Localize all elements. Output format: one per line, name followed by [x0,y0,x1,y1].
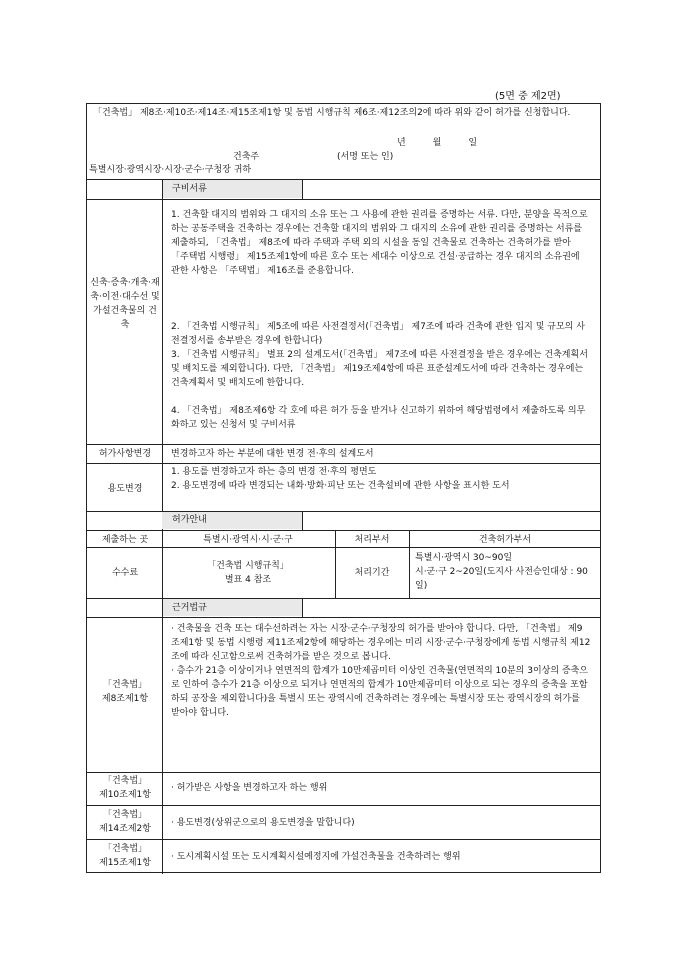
signature-label: (서명 또는 인) [337,152,394,162]
basis-text-4: · 도시계획시설 또는 도시계획시설예정지에 가설건축물을 건축하려는 행위 [171,852,461,862]
docs-item-1: 1. 건축할 대지의 범위와 그 대지의 소유 또는 그 사용에 관한 권리를 증명하는 서류. 다만, 분양을 목적으로 하는 공동주택을 건축하는 경우에는 건축할 대지의 범위와 그 대지의 소유에 관한 권리를 증명하는 서류를 제출하되, 「건축법」 제8조에 따라 주택과 주택 외의 시설을 동일 건축물로 건축하는 건축허가를 받아 「주택법 시행령」 제15조제1항에 따른 호수 또는 세대수 이상으로 건설·공급하는 경우 대지의 소유권에 관한 사항은 「주택법」 제16조를 준용합니다. [171,210,588,276]
docs-category: 신축·증축·개축·재축·이전·대수선 및 가설건축물의 건축 [90,278,160,330]
docs-item-4: 4. 「건축법」 제8조제6항 각 호에 따른 허가 등을 받거나 신고하기 위하여 해당법령에서 제출하도록 의무화하고 있는 신청서 및 구비서류 [171,406,586,430]
use-item-1: 1. 용도를 변경하고자 하는 층의 변경 전·후의 평면도 [171,467,377,477]
divider [87,444,600,445]
basis-law-1: 「건축법」 제8조제1항 [101,680,149,704]
submit-label: 제출하는 곳 [101,535,149,545]
use-label: 용도변경 [107,484,143,494]
divider [302,598,303,617]
basis-text-2: · 허가받은 사항을 변경하고자 하는 행위 [171,783,328,793]
divider [162,179,163,199]
docs-item-3: 3. 「건축법 시행규칙」 별표 2의 설계도서(「건축법」 제7조에 따른 사전결정을 받은 경우에는 건축계획서 및 배치도를 제외합니다). 다만, 「건축법」 제19조제4항에 따른 표준설계도서에 따라 건축하는 경우에는 건축계획서 및 배치도에 한합니다. [171,350,588,388]
submit-value: 특별시·광역시·시·군·구 [203,535,293,545]
divider [87,530,600,531]
applicant-label: 건축주 [233,152,260,162]
change-label: 허가사항변경 [98,449,152,459]
divider [162,598,163,874]
permit-header: 허가안내 [172,515,207,525]
basis-text-1: · 건축물을 건축 또는 대수선하려는 자는 시장·군수·구청장의 허가를 받아야 합니다. 다만, 「건축법」 제9조제1항 및 동법 시행령 제11조제2항에 해당하는 경우에는 미리 시장·군수·구청장에게 동법 시행규칙 제12조에 따라 신고함으로써 건축허가를 받은 것으로 봅니다. · 층수가 21층 이상이거나 연면적의 합계가 10만제곱미터 이상인 건축물(연면적의 10분의 3이상의 증축으로 인하여 층수가 21층 이상으로 되거나 연면적의 합계가 10만제곱미터 이상으로 되는 경우의 증축을 포함하되 공장을 제외합니다)을 특별시 또는 광역시에 건축하려는 경우에는 특별시장 또는 광역시장의 허가를 받아야 합니다. [171,624,591,718]
page-indicator: (5면 중 제2면) [495,91,561,102]
period-value: 특별시·광역시 30~90일 시·군·구 2~20일(도지사 사전승인대상 : 90일) [415,553,588,591]
basis-law-3: 「건축법」 제14조제2항 [99,810,151,834]
divider [87,772,600,773]
divider [302,179,303,199]
divider [162,199,163,545]
dept-label: 처리부서 [354,535,390,545]
divider [87,547,600,548]
basis-header: 근거법규 [172,603,207,613]
basis-law-2: 「건축법」 제10조제1항 [99,776,151,800]
change-value: 변경하고자 하는 부분에 대한 변경 전·후의 설계도서 [171,449,374,459]
use-item-2: 2. 용도변경에 따라 변경되는 내화·방화·피난 또는 건축설비에 관한 사항을 표시한 도서 [171,481,510,491]
divider [87,199,600,200]
addressee: 특별시장·광역시장·시장·군수·구청장 귀하 [89,165,252,175]
period-label: 처리기간 [354,568,390,578]
divider [87,463,600,464]
fee-value: 「건축법 시행규칙」 별표 4 참조 [207,561,289,585]
fee-label: 수수료 [111,568,139,578]
divider [87,617,600,618]
date-line: 년 월 일 [396,138,478,148]
application-statement: 「건축법」 제8조·제10조·제14조·제15조제1항 및 동법 시행규칙 제6조·제12조의2에 따라 위와 같이 허가를 신청합니다. [93,108,571,118]
basis-law-4: 「건축법」 제15조제1항 [99,844,151,868]
divider [302,511,303,530]
divider [87,839,600,840]
divider [87,805,600,806]
application-form [86,103,601,873]
docs-item-2: 2. 「건축법 시행규칙」 제5조에 따른 사전결정서(「건축법」 제7조에 따라 건축에 관한 입지 및 규모의 사전결정서를 송부받은 경우에 한합니다) [171,322,585,346]
docs-header: 구비서류 [172,184,207,194]
dept-value: 건축허가부서 [478,535,532,545]
basis-text-3: · 용도변경(상위군으로의 용도변경을 말합니다) [171,818,355,828]
